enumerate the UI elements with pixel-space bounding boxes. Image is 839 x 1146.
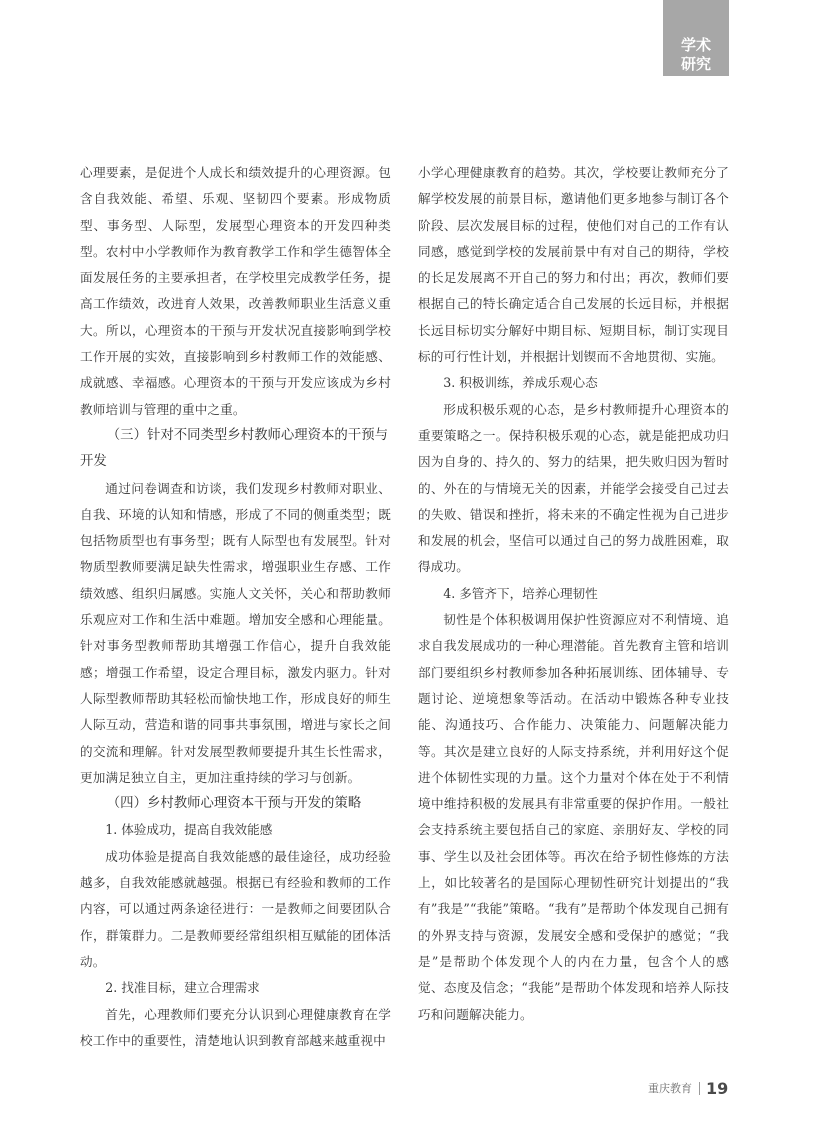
subheading-2: 2. 找准目标，建立合理需求: [105, 980, 260, 996]
right-column: [418, 160, 729, 1028]
subheading-4: 4. 多管齐下，培养心理韧性: [443, 585, 598, 601]
subheading-3: 3. 积极训练，养成乐观心态: [443, 375, 598, 391]
section-tab: [663, 0, 729, 76]
magazine-name: 重庆教育: [648, 1082, 692, 1095]
paragraph-psych-elements: 心理要素，是促进个人成长和绩效提升的心理资源。包含自我效能、希望、乐观、坚韧四个要素。形成物质型、事务型、人际型，发展型心理资本的开发四种类型。农村中小学教师作为教育教学工作和学生德智体全面发展任务的主要承担者，在学校里完成教学任务，提高工作绩效，改进育人效果，改善教师职业生活意义重大。所以，心理资本的干预与开发状况直接影响到学校工作开展的实效，直接影响到乡村教师工作的效能感、成就感、幸福感。心理资本的干预与开发应该成为乡村教师培训与管理的重中之重。: [80, 165, 391, 417]
section-heading-4: （四）乡村教师心理资本干预与开发的策略: [106, 796, 362, 812]
left-column: [80, 160, 391, 1054]
subheading-1: 1. 体验成功，提高自我效能感: [105, 822, 273, 838]
paragraph-optimism: 形成积极乐观的心态，是乡村教师提升心理资本的重要策略之一。保持积极乐观的心态，就是能把成功归因为自身的、持久的、努力的结果，把失败归因为暂时的、外在的与情境无关的因素，并能学会接受自己过去的失败、错误和挫折，将未来的不确定性视为自己进步和发展的机会，坚信可以通过自己的努力战胜困难，取得成功。: [418, 401, 729, 575]
paragraph-goals-start: 首先，心理教师们要充分认识到心理健康教育在学校工作中的重要性，清楚地认识到教育部越来越重视中: [80, 1006, 391, 1048]
paragraph-goals-continued: 小学心理健康教育的趋势。其次，学校要让教师充分了解学校发展的前景目标，邀请他们更多地参与制订各个阶段、层次发展目标的过程，使他们对自己的工作有认同感，感觉到学校的发展前景中有对自己的期待，学校的长足发展离不开自己的努力和付出；再次，教师们要根据自己的特长确定适合自己发展的长远目标，并根据长远目标切实分解好中期目标、短期目标，制订实现目标的可行性计划，并根据计划锲而不舍地贯彻、实施。: [418, 165, 729, 365]
paragraph-success-experience: 成功体验是提高自我效能感的最佳途径，成功经验越多，自我效能感就越强。根据已有经验和教师的工作内容，可以通过两条途径进行：一是教师之间要团队合作，群策群力。二是教师要经常组织相互赋能的团体活动。: [80, 848, 391, 969]
page-number: 19: [706, 1078, 729, 1098]
section-tab-line1: 学术: [680, 36, 711, 54]
page-footer: [648, 1077, 728, 1099]
section-tab-line2: 研究: [680, 55, 711, 73]
section-heading-3: （三）针对不同类型乡村教师心理资本的干预与开发: [80, 427, 388, 470]
paragraph-teacher-types: 通过问卷调查和访谈，我们发现乡村教师对职业、自我、环境的认知和情感，形成了不同的侧重类型；既包括物质型也有事务型；既有人际型也有发展型。针对物质型教师要满足缺失性需求，增强职业生存感、工作绩效感、组织归属感。实施人文关怀，关心和帮助教师乐观应对工作和生活中难题。增加安全感和心理能量。针对事务型教师帮助其增强工作信心，提升自我效能感；增强工作希望，设定合理目标，激发内驱力。针对人际型教师帮助其轻松而愉快地工作，形成良好的师生人际互动，营造和谐的同事共事氛围，增进与家长之间的交流和理解。针对发展型教师要提升其生长性需求，更加满足独立自主，更加注重持续的学习与创新。: [80, 480, 391, 785]
footer-divider: [699, 1082, 700, 1095]
paragraph-resilience: 韧性是个体积极调用保护性资源应对不利情境、追求自我发展成功的一种心理潜能。首先教育主管和培训部门要组织乡村教师参加各种拓展训练、团体辅导、专题讨论、逆境想象等活动。在活动中锻炼各种专业技能、沟通技巧、合作能力、决策能力、问题解决能力等。其次是建立良好的人际支持系统，并利用好这个促进个体韧性实现的力量。这个力量对个体在处于不利情境中维持积极的发展具有非常重要的保护作用。一般社会支持系统主要包括自己的家庭、亲朋好友、学校的同事、学生以及社会团体等。再次在给予韧性修炼的方法上，如比较著名的是国际心理韧性研究计划提出的“我有”我是”“我能”策略。“我有”是帮助个体发现自己拥有的外界支持与资源，发展安全感和受保护的感觉；“我是”是帮助个体发现个人的内在力量，包含个人的感觉、态度及信念；“我能”是帮助个体发现和培养人际技巧和问题解决能力。: [418, 612, 729, 1022]
